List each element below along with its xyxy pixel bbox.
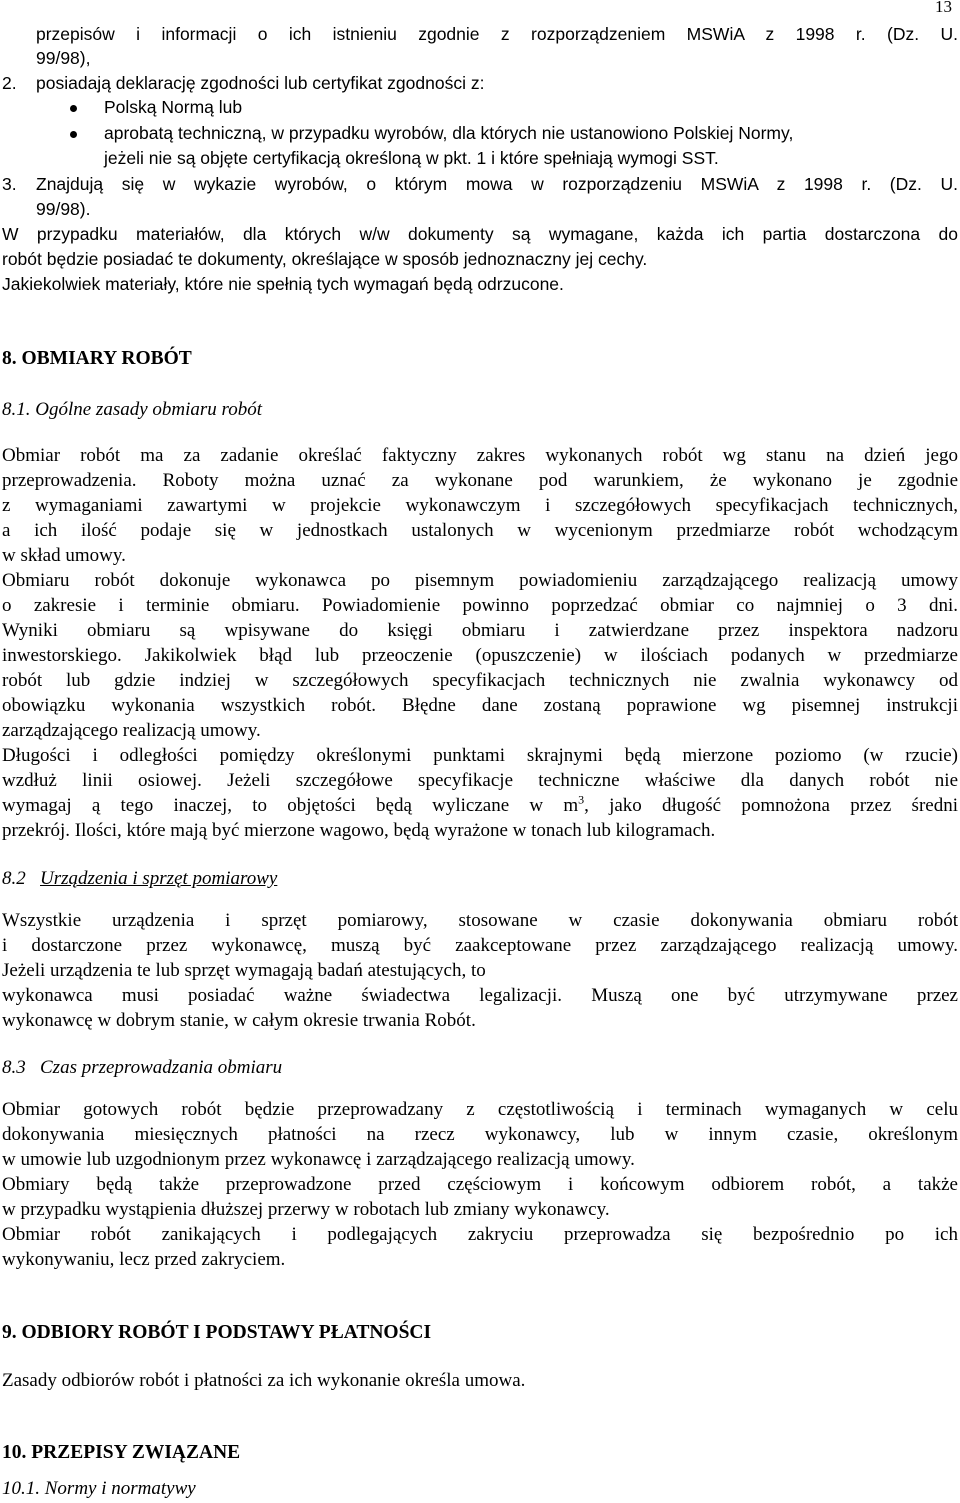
section-heading: 8. OBMIARY ROBÓT (2, 348, 192, 369)
paragraph-line: przekrój. Ilości, które mają być mierzone wagowo, będą wyrażone w tonach lub kilogramach. (2, 820, 716, 841)
list-item-3-line-2: 99/98). (36, 199, 91, 219)
paragraph-line: Obmiary będą także przeprowadzone przed częściowym i końcowym odbiorem robót, a także (2, 1174, 958, 1195)
section-heading: 10. PRZEPISY ZWIĄZANE (2, 1442, 241, 1463)
list-item-3-line-1: Znajdują się w wykazie wyrobów, o którym mowa w rozporządzeniu MSWiA z 1998 r. (Dz. U. (36, 174, 958, 194)
paragraph-line: wykonywaniu, lecz przed zakryciem. (2, 1249, 286, 1270)
bullet-item-2-line-1: aprobatą techniczną, w przypadku wyrobów, dla których nie ustanowiono Polskiej Normy, (104, 123, 794, 143)
paragraph-line: wykonawca musi posiadać ważne świadectwa legalizacji. Muszą one być utrzymywane przez (2, 985, 958, 1006)
paragraph-line: przeprowadzenia. Roboty można uznać za wykonane pod warunkiem, że wykonano je zgodnie (2, 470, 958, 491)
paragraph-line: Zasady odbiorów robót i płatności za ich wykonanie określa umowa. (2, 1370, 526, 1391)
paragraph-line: i dostarczone przez wykonawcę, muszą być zaakceptowane przez zarządzającego realizacją umowy. (2, 935, 958, 956)
subsection-heading (2, 1055, 282, 1081)
paragraph-line: Jeżeli urządzenia te lub sprzęt wymagają badań atestujących, to (2, 960, 486, 981)
list-item-1-line-2: 99/98), (36, 48, 91, 68)
paragraph-line: Obmiar gotowych robót będzie przeprowadzany z częstotliwością i terminach wymaganych w celu (2, 1099, 958, 1120)
list-item-2: posiadają deklarację zgodności lub certyfikat zgodności z: (36, 73, 485, 93)
paragraph-line-m3: wymagaj ą tego inaczej, to objętości będą wyliczane w $m^3$, jako długość pomnożona przez średni (2, 792, 958, 816)
subsection-number: 8.1. (2, 399, 31, 420)
subsection-title: Urządzenia i sprzęt pomiarowy (40, 868, 278, 889)
paragraph-line: inwestorskiego. Jakikolwiek błąd lub przeoczenie (opuszczenie) w ilościach podanych w przedmiarze (2, 645, 958, 666)
section-heading: 9. ODBIORY ROBÓT I PODSTAWY PŁATNOŚCI (2, 1322, 432, 1343)
paragraph-line: Obmiaru robót dokonuje wykonawca po pisemnym powiadomieniu zarządzającego realizacją umowy (2, 570, 958, 591)
paragraph-line: a ich ilość podaje się w jednostkach ustalonych w wycenionym przedmiarze robót wchodzącym (2, 520, 958, 541)
paragraph-line: Długości i odległości pomiędzy określonymi punktami skrajnymi będą mierzone poziomo (w rzucie) (2, 745, 958, 766)
paragraph-line: zarządzającego realizacją umowy. (2, 720, 261, 741)
subsection-heading (2, 397, 262, 423)
list-number-3: 3. (2, 174, 17, 194)
paragraph-line: w przypadku wystąpienia dłuższej przerwy w robotach lub zmiany wykonawcy. (2, 1199, 610, 1220)
paragraph-line: w umowie lub uzgodnionym przez wykonawcę i zarządzającego realizacją umowy. (2, 1149, 635, 1170)
subsection-title: Czas przeprowadzania obmiaru (40, 1057, 283, 1078)
list-item-1-line-1: przepisów i informacji o ich istnieniu zgodnie z rozporządzeniem MSWiA z 1998 r. (Dz. U. (36, 24, 958, 44)
bullet-item-1: Polską Normą lub (104, 97, 243, 117)
paragraph-line: Jakiekolwiek materiały, które nie spełnią tych wymagań będą odrzucone. (2, 274, 564, 294)
paragraph-line: Wyniki obmiaru są wpisywane do księgi obmiaru i zatwierdzane przez inspektora nadzoru (2, 620, 958, 641)
paragraph-line: W przypadku materiałów, dla których w/w dokumenty są wymagane, każda ich partia dostarczona do (2, 224, 958, 244)
paragraph-line: robót lub gdzie indziej w szczegółowych specyfikacjach technicznych nie zwalnia wykonawcy od (2, 670, 958, 691)
paragraph-line: robót będzie posiadać te dokumenty, określające w sposób jednoznaczny jej cechy. (2, 249, 648, 269)
paragraph-line: o zakresie i terminie obmiaru. Powiadomienie powinno poprzedzać obmiar co najmniej o 3 dni. (2, 595, 958, 616)
page-number: 13 (935, 0, 952, 16)
paragraph-line: Obmiar robót ma za zadanie określać faktyczny zakres wykonanych robót wg stanu na dzień jego (2, 445, 958, 466)
subsection-heading: 10.1. Normy i normatywy (2, 1478, 196, 1499)
bullet-icon (70, 105, 77, 112)
subsection-number: 8.2 (2, 868, 26, 889)
subsection-title: Ogólne zasady obmiaru robót (35, 399, 263, 420)
paragraph-line: dokonywania miesięcznych płatności na rzecz wykonawcy, lub w innym czasie, określonym (2, 1124, 958, 1145)
subsection-heading (2, 866, 277, 892)
paragraph-line: z wymaganiami zawartymi w projekcie wykonawczym i szczegółowych specyfikacjach technicznych, (2, 495, 958, 516)
bullet-item-2-line-2: jeżeli nie są objęte certyfikacją określoną w pkt. 1 i które spełniają wymogi SST. (104, 148, 719, 168)
paragraph-line: Obmiar robót zanikających i podlegających zakryciu przeprowadza się bezpośrednio po ich (2, 1224, 958, 1245)
paragraph-line: Wszystkie urządzenia i sprzęt pomiarowy, stosowane w czasie dokonywania obmiaru robót (2, 910, 958, 931)
list-number-2: 2. (2, 73, 17, 93)
bullet-icon (70, 131, 77, 138)
paragraph-line: wykonawcę w dobrym stanie, w całym okresie trwania Robót. (2, 1010, 476, 1031)
subsection-number: 8.3 (2, 1057, 26, 1078)
paragraph-line: obowiązku wykonania wszystkich robót. Błędne dane zostaną poprawione wg pisemnej instrukcji (2, 695, 958, 716)
paragraph-line: w skład umowy. (2, 545, 126, 566)
paragraph-line: wzdłuż linii osiowej. Jeżeli szczegółowe specyfikacje techniczne właściwe dla danych robót nie (2, 770, 958, 791)
